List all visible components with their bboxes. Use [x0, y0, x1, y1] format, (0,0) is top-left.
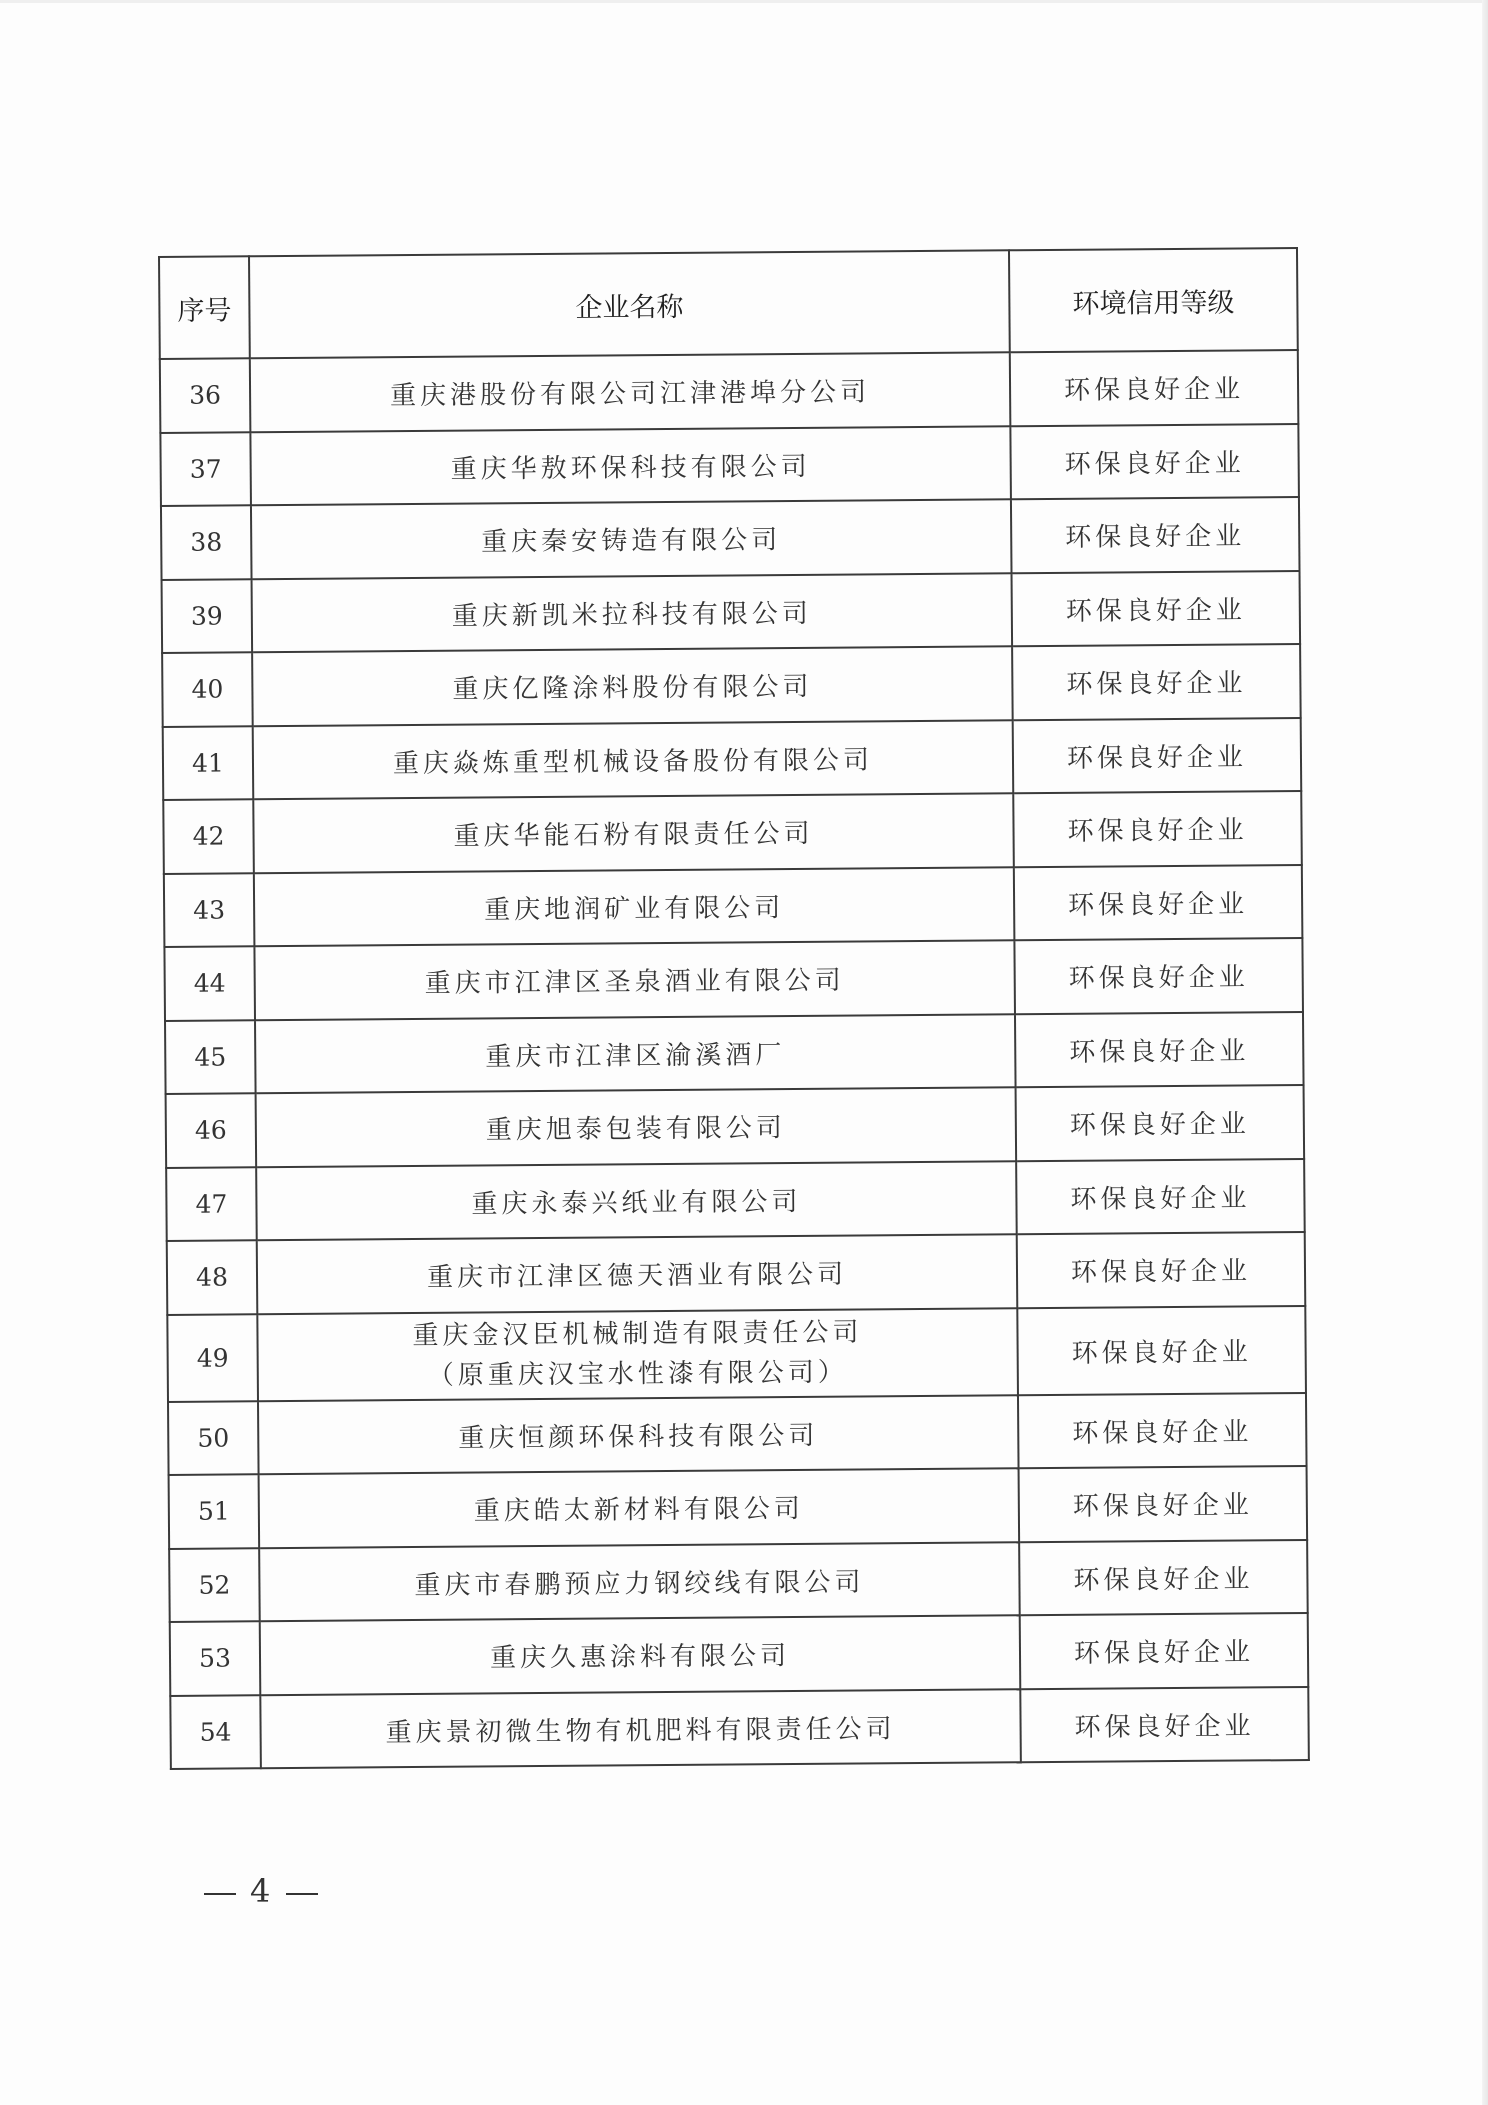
table-row	[160, 350, 1299, 432]
table-row	[162, 644, 1301, 726]
header-credit-level: 环境信用等级	[1009, 248, 1298, 352]
row-number: 45	[165, 1020, 256, 1094]
table-header-row	[159, 248, 1298, 359]
credit-level: 环保良好企业	[1017, 1232, 1306, 1308]
table-row	[163, 791, 1302, 873]
company-name	[257, 1308, 1018, 1401]
credit-level: 环保良好企业	[1013, 791, 1302, 867]
row-number: 51	[169, 1474, 260, 1548]
row-number: 38	[161, 505, 252, 579]
table-row	[163, 718, 1302, 800]
table-row	[162, 571, 1301, 653]
company-name: 重庆焱炼重型机械设备股份有限公司	[253, 720, 1014, 799]
right-dash	[286, 1893, 318, 1895]
credit-level: 环保良好企业	[1012, 644, 1301, 720]
table-row	[167, 1232, 1306, 1314]
row-number: 43	[164, 873, 255, 947]
company-name: 重庆亿隆涂料股份有限公司	[252, 646, 1013, 725]
company-name: 重庆华敖环保科技有限公司	[250, 426, 1011, 505]
credit-level: 环保良好企业	[1020, 1687, 1309, 1763]
left-dash	[204, 1893, 236, 1895]
company-name: 重庆久惠涂料有限公司	[260, 1615, 1021, 1694]
row-number: 42	[163, 799, 254, 873]
table-row	[164, 938, 1303, 1020]
credit-level: 环保良好企业	[1013, 718, 1302, 794]
scan-edge-top	[0, 0, 1488, 3]
credit-level: 环保良好企业	[1019, 1540, 1308, 1616]
table-row	[166, 1085, 1305, 1167]
row-number: 48	[167, 1240, 258, 1314]
table-row	[168, 1393, 1307, 1475]
company-name: 重庆景初微生物有机肥料有限责任公司	[260, 1689, 1021, 1768]
credit-level: 环保良好企业	[1017, 1306, 1306, 1395]
credit-level: 环保良好企业	[1012, 571, 1301, 647]
company-name-current: 重庆金汉臣机械制造有限责任公司	[412, 1317, 863, 1352]
credit-level: 环保良好企业	[1019, 1466, 1308, 1542]
company-name: 重庆恒颜环保科技有限公司	[258, 1395, 1019, 1474]
credit-level: 环保良好企业	[1010, 424, 1299, 500]
header-serial: 序号	[159, 256, 250, 359]
credit-level: 环保良好企业	[1016, 1159, 1305, 1235]
table-row	[167, 1306, 1306, 1402]
company-name: 重庆市江津区德天酒业有限公司	[257, 1234, 1018, 1313]
company-name: 重庆旭泰包装有限公司	[256, 1087, 1017, 1166]
row-number: 50	[168, 1401, 259, 1475]
company-name: 重庆港股份有限公司江津港埠分公司	[250, 352, 1011, 431]
row-number: 39	[162, 579, 253, 653]
row-number: 49	[167, 1314, 258, 1402]
company-name: 重庆秦安铸造有限公司	[251, 499, 1012, 578]
credit-level: 环保良好企业	[1014, 865, 1303, 941]
row-number: 41	[163, 726, 254, 800]
table-row	[165, 1012, 1304, 1094]
credit-level: 环保良好企业	[1016, 1085, 1305, 1161]
credit-level: 环保良好企业	[1018, 1393, 1307, 1469]
company-name: 重庆地润矿业有限公司	[254, 867, 1015, 946]
page-number-footer	[190, 1872, 332, 1910]
row-number: 37	[160, 432, 251, 506]
row-number: 52	[169, 1548, 260, 1622]
row-number: 40	[162, 652, 253, 726]
table-row	[169, 1466, 1308, 1548]
table-body	[160, 350, 1309, 1769]
company-name: 重庆市江津区渝溪酒厂	[255, 1014, 1016, 1093]
company-name: 重庆永泰兴纸业有限公司	[256, 1161, 1017, 1240]
row-number: 54	[170, 1695, 261, 1769]
company-name: 重庆皓太新材料有限公司	[259, 1468, 1020, 1547]
company-name: 重庆市春鹏预应力钢绞线有限公司	[259, 1542, 1020, 1621]
credit-level: 环保良好企业	[1014, 938, 1303, 1014]
table-row	[160, 424, 1299, 506]
company-name: 重庆市江津区圣泉酒业有限公司	[254, 940, 1015, 1019]
credit-level: 环保良好企业	[1015, 1012, 1304, 1088]
company-name-former: （原重庆汉宝水性漆有限公司）	[427, 1357, 848, 1391]
credit-level: 环保良好企业	[1011, 497, 1300, 573]
credit-level: 环保良好企业	[1020, 1613, 1309, 1689]
company-name: 重庆华能石粉有限责任公司	[253, 793, 1014, 872]
row-number: 44	[164, 946, 255, 1020]
row-number: 53	[170, 1621, 261, 1695]
table-row	[169, 1540, 1308, 1622]
table-row	[166, 1159, 1305, 1241]
table-row	[161, 497, 1300, 579]
table-row	[164, 865, 1303, 947]
header-company-name: 企业名称	[249, 250, 1010, 358]
table-row	[170, 1687, 1309, 1769]
table-row	[170, 1613, 1309, 1695]
row-number: 36	[160, 358, 251, 432]
company-name: 重庆新凯米拉科技有限公司	[252, 573, 1013, 652]
credit-level: 环保良好企业	[1010, 350, 1299, 426]
row-number: 47	[166, 1167, 257, 1241]
credit-rating-table	[158, 247, 1310, 1770]
row-number: 46	[166, 1093, 257, 1167]
page-number: 4	[250, 1872, 273, 1910]
scan-edge-right	[1482, 0, 1488, 2105]
